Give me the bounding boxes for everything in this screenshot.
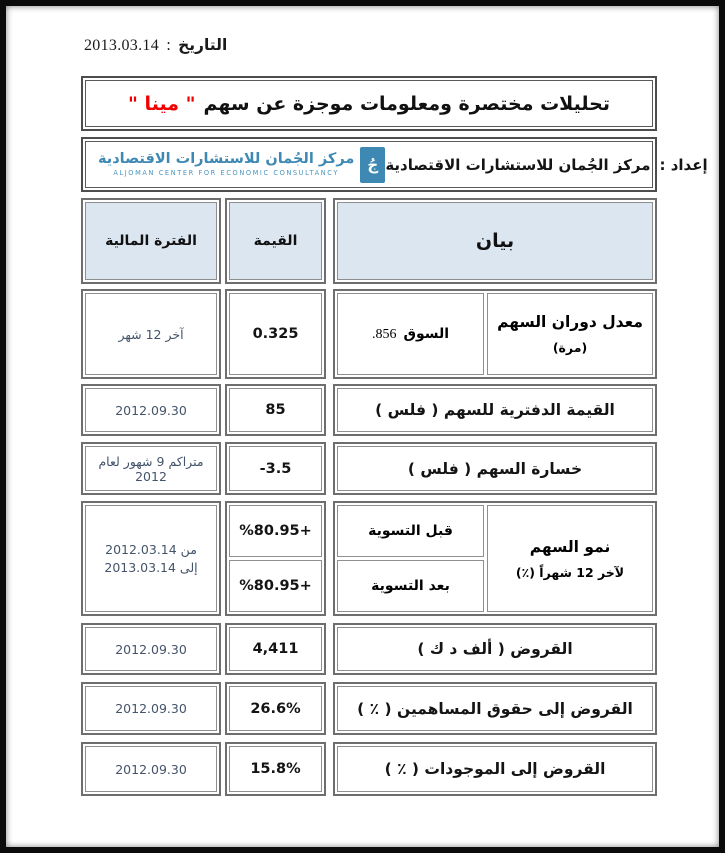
summary-table xyxy=(81,198,657,796)
market-label: السوق xyxy=(403,325,450,342)
table-row-loans-to-equity xyxy=(81,682,657,735)
growth-label-cell xyxy=(487,505,653,612)
share-loss-period: متراكم 9 شهور لعام 2012 xyxy=(98,453,204,484)
brand-box xyxy=(81,137,708,192)
loans-assets-period-cell xyxy=(81,742,221,796)
turnover-value: 0.325 xyxy=(252,326,299,342)
prepared-label: إعداد : xyxy=(659,155,708,174)
book-value-period: 2012.09.30 xyxy=(115,402,187,418)
logo-arabic-text: مركز الجُمان للاستشارات الاقتصادية xyxy=(98,151,355,168)
turnover-label-cell xyxy=(487,293,653,375)
title-stock-name: " مينا " xyxy=(128,92,196,115)
book-value-statement-cell xyxy=(333,384,657,436)
turnover-period: آخر 12 شهر xyxy=(118,326,184,342)
market-turnover xyxy=(372,326,449,343)
table-row-loans xyxy=(81,623,657,675)
title-box xyxy=(81,76,657,131)
growth-period-to: إلى 2013.03.14 xyxy=(104,560,198,575)
market-value: .856 xyxy=(371,326,397,342)
report-date xyxy=(84,36,227,55)
growth-after-value: %80.95+ xyxy=(239,578,312,594)
book-value-value-cell xyxy=(225,384,326,436)
date-value: 2013.03.14 xyxy=(84,37,159,54)
growth-before-adjustment-cell xyxy=(337,505,484,557)
book-value-label: القيمة الدفترية للسهم ( فلس ) xyxy=(375,401,615,419)
page-title xyxy=(128,93,610,115)
loans-assets-value-cell xyxy=(225,742,326,796)
growth-before-adjustment-label: قبل التسوية xyxy=(368,523,453,539)
growth-after-adjustment-cell xyxy=(337,560,484,612)
header-period-cell xyxy=(81,198,221,284)
prepared-by xyxy=(385,156,707,174)
loans-value-cell xyxy=(225,623,326,675)
turnover-label: معدل دوران السهم xyxy=(497,313,643,331)
loans-statement-cell xyxy=(333,623,657,675)
book-value-period-cell xyxy=(81,384,221,436)
date-label: التاريخ xyxy=(178,36,228,54)
loans-equity-value: 26.6% xyxy=(250,700,301,717)
header-statement-cell xyxy=(333,198,657,284)
book-value-value: 85 xyxy=(265,402,286,418)
aljoman-logo xyxy=(98,147,385,183)
loans-assets-value: 15.8% xyxy=(250,761,301,777)
growth-statement-cell xyxy=(333,501,657,616)
growth-label-sub: لآخر 12 شهراً (٪) xyxy=(515,564,625,580)
header-period-label: الفترة المالية xyxy=(85,202,217,280)
loans-equity-statement-cell xyxy=(333,682,657,735)
growth-label: نمو السهم xyxy=(529,537,611,556)
loans-equity-label: القروض إلى حقوق المساهمين ( ٪ ) xyxy=(357,699,633,718)
loans-assets-statement-cell xyxy=(333,742,657,796)
growth-period-cell xyxy=(81,501,221,616)
aljoman-logo-icon: جُ xyxy=(360,147,385,183)
loans-period: 2012.09.30 xyxy=(115,641,187,657)
table-row-loans-to-assets xyxy=(81,742,657,796)
loans-assets-period: 2012.09.30 xyxy=(115,761,187,777)
loans-value: 4,411 xyxy=(252,641,299,657)
turnover-unit-label: (مرة) xyxy=(552,340,588,355)
share-loss-label: خسارة السهم ( فلس ) xyxy=(407,459,583,478)
title-box-inner xyxy=(85,80,653,127)
loans-assets-label: القروض إلى الموجودات ( ٪ ) xyxy=(384,760,606,778)
table-row-share-growth xyxy=(81,501,657,616)
growth-value-cell xyxy=(225,501,326,616)
loans-period-cell xyxy=(81,623,221,675)
header-value-label: القيمة xyxy=(229,202,322,280)
loans-equity-period: 2012.09.30 xyxy=(115,701,187,716)
turnover-period-cell xyxy=(81,289,221,379)
share-loss-period-cell xyxy=(81,442,221,495)
turnover-market-cell xyxy=(337,293,484,375)
share-loss-value-cell xyxy=(225,442,326,495)
growth-period-from: من 2012.03.14 xyxy=(105,542,197,557)
share-loss-statement-cell xyxy=(333,442,657,495)
table-header-row xyxy=(81,198,657,284)
table-row-book-value xyxy=(81,384,657,436)
prepared-name: مركز الجُمان للاستشارات الاقتصادية xyxy=(385,155,651,174)
brand-box-inner xyxy=(85,141,708,188)
table-row-turnover xyxy=(81,289,657,379)
growth-after-adjustment-label: بعد التسوية xyxy=(371,578,450,594)
share-loss-value: -3.5 xyxy=(259,460,292,477)
growth-period-range xyxy=(104,542,197,575)
logo-english-text: ALJOMAN CENTER FOR ECONOMIC CONSULTANCY xyxy=(113,169,339,178)
logo-text-stack xyxy=(98,151,354,177)
growth-before-value: %80.95+ xyxy=(239,523,312,539)
title-main-text: تحليلات مختصرة ومعلومات موجزة عن سهم xyxy=(203,92,610,115)
loans-equity-period-cell xyxy=(81,682,221,735)
loans-label: القروض ( ألف د ك ) xyxy=(417,640,573,658)
header-statement-label: بيان xyxy=(337,202,653,280)
header-value-cell xyxy=(225,198,326,284)
turnover-value-cell xyxy=(225,289,326,379)
turnover-statement-cell xyxy=(333,289,657,379)
date-separator: : xyxy=(166,36,172,54)
loans-equity-value-cell xyxy=(225,682,326,735)
table-row-share-loss xyxy=(81,442,657,495)
